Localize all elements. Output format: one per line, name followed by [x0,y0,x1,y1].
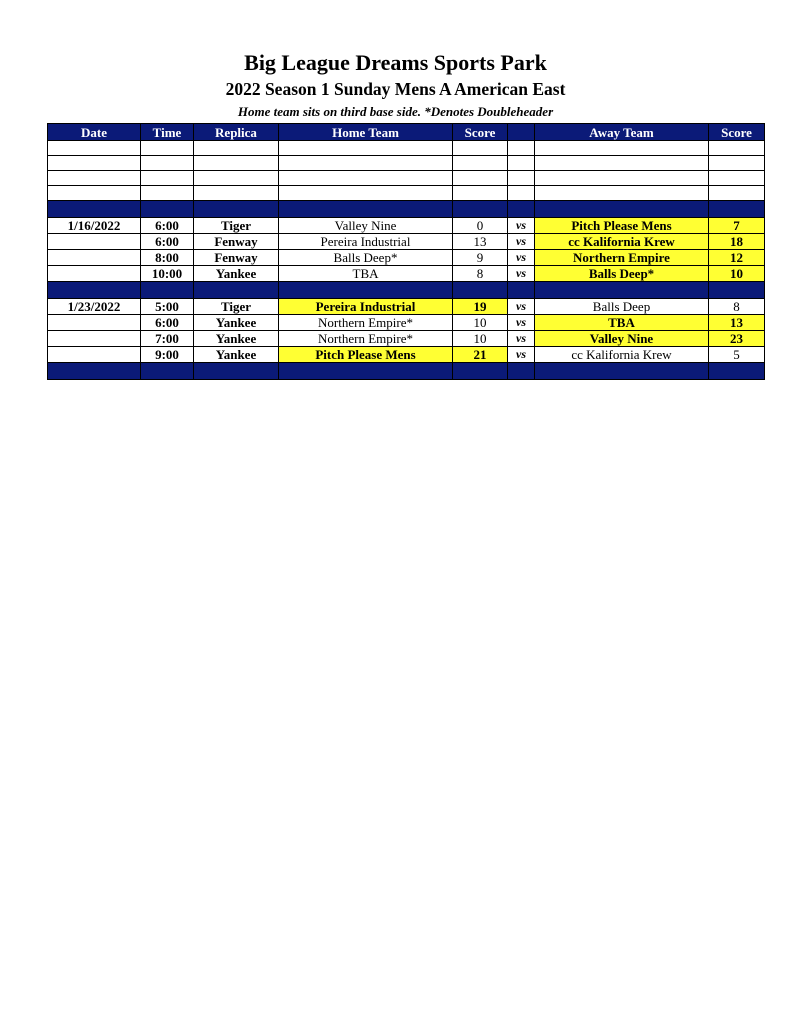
away-team: Balls Deep [535,299,709,315]
home-team: Pereira Industrial [279,234,453,250]
away-team: Pitch Please Mens [535,218,709,234]
game-date [48,250,141,266]
game-replica: Fenway [194,250,279,266]
game-row [48,234,765,250]
col-time: Time [141,124,194,141]
away-score: 8 [709,299,765,315]
game-date [48,234,141,250]
game-row [48,299,765,315]
game-row [48,266,765,282]
page-note: Home team sits on third base side. *Denotes Doubleheader [237,104,554,119]
game-time: 6:00 [141,234,194,250]
game-date [48,266,141,282]
schedule-table [47,123,765,380]
page-title: Big League Dreams Sports Park [244,50,547,75]
game-row [48,315,765,331]
vs-label: vs [508,218,535,234]
away-team: Valley Nine [535,331,709,347]
game-row [48,331,765,347]
away-score: 5 [709,347,765,363]
vs-label: vs [508,250,535,266]
game-time: 8:00 [141,250,194,266]
blank-row [48,156,765,171]
home-team: Pereira Industrial [279,299,453,315]
game-replica: Yankee [194,331,279,347]
away-score: 7 [709,218,765,234]
blank-row [48,141,765,156]
game-row [48,347,765,363]
game-time: 6:00 [141,315,194,331]
away-score: 13 [709,315,765,331]
home-team: Northern Empire* [279,331,453,347]
away-team: cc Kalifornia Krew [535,347,709,363]
game-date: 1/23/2022 [48,299,141,315]
blank-row [48,186,765,201]
game-row [48,250,765,266]
away-score: 10 [709,266,765,282]
home-score: 21 [453,347,508,363]
home-team: Balls Deep* [279,250,453,266]
vs-label: vs [508,315,535,331]
home-team: Valley Nine [279,218,453,234]
col-date: Date [48,124,141,141]
game-date [48,347,141,363]
away-team: Northern Empire [535,250,709,266]
schedule-body [48,141,765,380]
page-subtitle: 2022 Season 1 Sunday Mens A American East [225,79,566,99]
home-team: Pitch Please Mens [279,347,453,363]
home-score: 9 [453,250,508,266]
vs-label: vs [508,347,535,363]
away-score: 18 [709,234,765,250]
away-score: 23 [709,331,765,347]
header-row [48,124,765,141]
home-score: 19 [453,299,508,315]
separator-row [48,201,765,218]
game-replica: Fenway [194,234,279,250]
separator-row [48,282,765,299]
home-score: 0 [453,218,508,234]
away-team: cc Kalifornia Krew [535,234,709,250]
game-time: 5:00 [141,299,194,315]
col-away-team: Away Team [535,124,709,141]
vs-label: vs [508,266,535,282]
game-replica: Yankee [194,347,279,363]
col-replica: Replica [194,124,279,141]
game-date [48,331,141,347]
game-date [48,315,141,331]
away-score: 12 [709,250,765,266]
vs-label: vs [508,234,535,250]
col-vs [508,124,535,141]
game-replica: Tiger [194,218,279,234]
away-team: Balls Deep* [535,266,709,282]
game-time: 10:00 [141,266,194,282]
col-home-team: Home Team [279,124,453,141]
home-score: 10 [453,331,508,347]
home-team: Northern Empire* [279,315,453,331]
home-score: 10 [453,315,508,331]
game-time: 7:00 [141,331,194,347]
game-time: 9:00 [141,347,194,363]
vs-label: vs [508,299,535,315]
game-date: 1/16/2022 [48,218,141,234]
col-home-score: Score [453,124,508,141]
separator-row [48,363,765,380]
game-row [48,218,765,234]
home-score: 13 [453,234,508,250]
game-time: 6:00 [141,218,194,234]
vs-label: vs [508,331,535,347]
game-replica: Tiger [194,299,279,315]
away-team: TBA [535,315,709,331]
home-score: 8 [453,266,508,282]
home-team: TBA [279,266,453,282]
col-away-score: Score [709,124,765,141]
game-replica: Yankee [194,266,279,282]
game-replica: Yankee [194,315,279,331]
blank-row [48,171,765,186]
